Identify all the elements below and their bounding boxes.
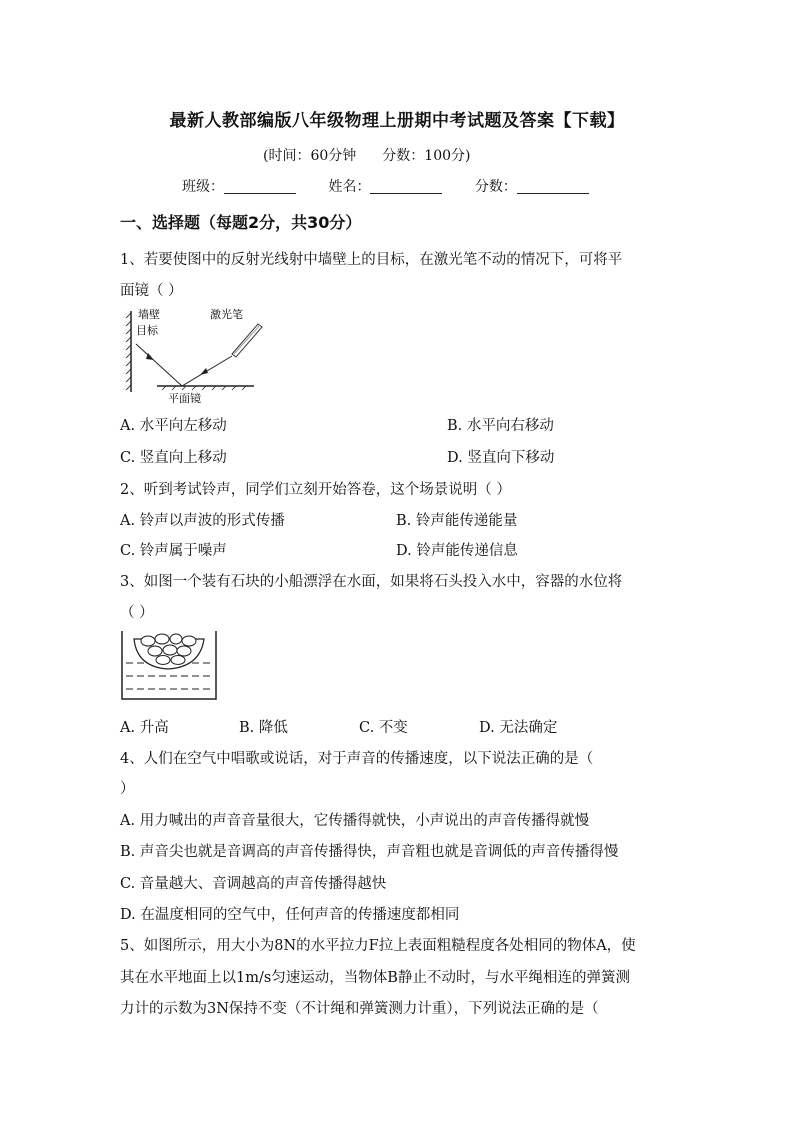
q1-option-a[interactable]: A. 水平向左移动 bbox=[120, 418, 227, 434]
page-title: 最新人教部编版八年级物理上册期中考试题及答案【下载】 bbox=[169, 111, 625, 131]
q1-option-d[interactable]: D. 竖直向下移动 bbox=[447, 450, 555, 466]
score-label: 分数： bbox=[474, 179, 517, 195]
mirror-label: 平面镜 bbox=[168, 392, 201, 404]
q1-option-c[interactable]: C. 竖直向上移动 bbox=[120, 450, 227, 466]
q4-option-b[interactable]: B. 声音尖也就是音调高的声音传播得快，声音粗也就是音调低的声音传播得慢 bbox=[120, 844, 619, 860]
exam-info bbox=[263, 145, 470, 165]
q2-stem: 2、听到考试铃声，同学们立刻开始答卷，这个场景说明（ ） bbox=[120, 482, 511, 498]
q1-option-b[interactable]: B. 水平向右移动 bbox=[447, 418, 554, 434]
name-label: 姓名： bbox=[328, 179, 371, 195]
q2-option-a[interactable]: A. 铃声以声波的形式传播 bbox=[120, 513, 285, 529]
q3-boat-figure bbox=[118, 627, 222, 707]
q5-stem-line3: 力计的示数为3N保持不变（不计绳和弹簧测力计重），下列说法正确的是（ bbox=[120, 1001, 599, 1017]
score-field[interactable] bbox=[475, 176, 589, 196]
q3-option-b[interactable]: B. 降低 bbox=[239, 720, 288, 736]
q3-option-d[interactable]: D. 无法确定 bbox=[479, 720, 558, 736]
q3-option-c[interactable]: C. 不变 bbox=[359, 720, 408, 736]
score-info: 分数：100分) bbox=[382, 148, 471, 164]
student-fields bbox=[182, 176, 617, 196]
class-field[interactable] bbox=[182, 176, 296, 196]
q5-stem-line1: 5、如图所示，用大小为8N的水平拉力F拉上表面粗糙程度各处相同的物体A，使 bbox=[120, 938, 636, 954]
q4-stem-line1: 4、人们在空气中唱歌或说话，对于声音的传播速度，以下说法正确的是（ bbox=[120, 751, 594, 767]
class-blank[interactable] bbox=[224, 178, 296, 194]
section-heading: 一、选择题（每题2分，共30分） bbox=[120, 213, 362, 232]
class-label: 班级： bbox=[182, 179, 224, 195]
q2-option-b[interactable]: B. 铃声能传递能量 bbox=[396, 513, 518, 529]
q4-option-a[interactable]: A. 用力喊出的声音音量很大，它传播得就快，小声说出的声音传播得就慢 bbox=[120, 813, 590, 829]
q2-option-c[interactable]: C. 铃声属于噪声 bbox=[120, 543, 227, 559]
name-blank[interactable] bbox=[370, 178, 442, 194]
q2-option-d[interactable]: D. 铃声能传递信息 bbox=[396, 543, 518, 559]
q1-stem-line1: 1、若要使图中的反射光线射中墙壁上的目标，在激光笔不动的情况下，可将平 bbox=[120, 252, 623, 268]
q4-stem-line2: ） bbox=[120, 781, 135, 797]
laser-label: 激光笔 bbox=[210, 308, 243, 321]
q4-option-d[interactable]: D. 在温度相同的空气中，任何声音的传播速度都相同 bbox=[120, 907, 460, 923]
wall-label: 墙壁 bbox=[138, 308, 160, 321]
q3-stem-line1: 3、如图一个装有石块的小船漂浮在水面，如果将石头投入水中，容器的水位将 bbox=[120, 574, 623, 590]
name-field[interactable] bbox=[328, 176, 442, 196]
q3-stem-line2: （ ） bbox=[120, 605, 154, 621]
q3-option-a[interactable]: A. 升高 bbox=[120, 720, 169, 736]
q1-mirror-figure bbox=[124, 306, 269, 404]
q5-stem-line2: 其在水平地面上以1m/s匀速运动，当物体B静止不动时，与水平绳相连的弹簧测 bbox=[120, 970, 630, 986]
q1-stem-line2: 面镜（ ） bbox=[120, 283, 183, 299]
score-blank[interactable] bbox=[517, 178, 589, 194]
time-info: (时间：60分钟 bbox=[263, 148, 357, 164]
target-label: 目标 bbox=[136, 324, 158, 337]
q4-option-c[interactable]: C. 音量越大、音调越高的声音传播得越快 bbox=[120, 876, 387, 892]
